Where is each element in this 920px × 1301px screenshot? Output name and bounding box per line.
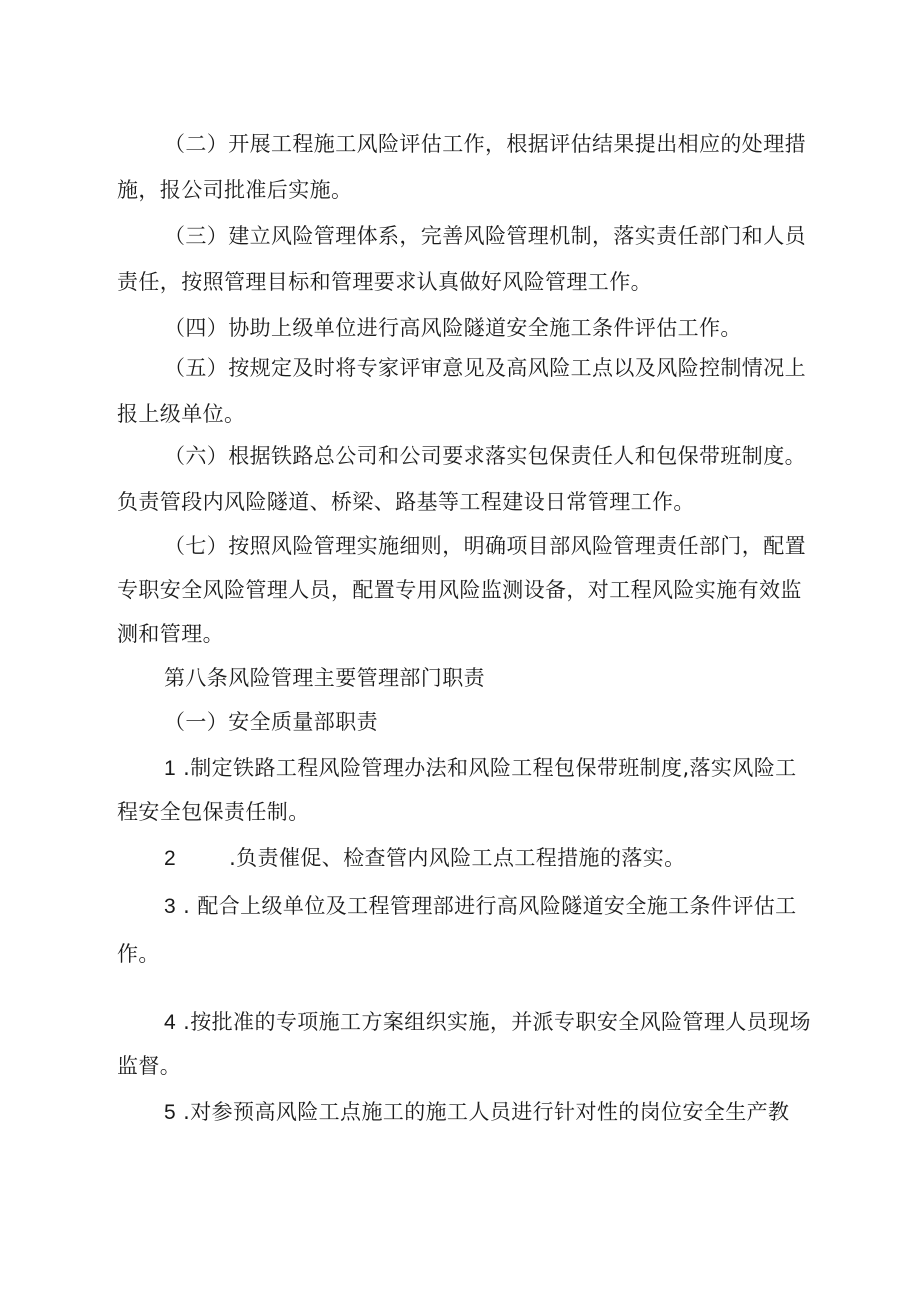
item-2-number: 2 bbox=[164, 847, 177, 870]
item-4-number: 4 bbox=[164, 1011, 177, 1034]
item-4-line-2: 监督。 bbox=[117, 1054, 182, 1078]
item-4-line-1 bbox=[164, 1012, 811, 1033]
paragraph-7-line-1: （七）按照风险管理实施细则，明确项目部风险管理责任部门，配置 bbox=[164, 534, 806, 558]
paragraph-3-line-2: 责任，按照管理目标和管理要求认真做好风险管理工作。 bbox=[117, 270, 652, 294]
paragraph-6-line-2: 负责管段内风险隧道、桥梁、路基等工程建设日常管理工作。 bbox=[117, 490, 695, 514]
section-1-heading: （一）安全质量部职责 bbox=[164, 710, 378, 734]
article-8-heading: 第八条风险管理主要管理部门职责 bbox=[164, 666, 485, 690]
item-3-text: . 配合上级单位及工程管理部进行高风险隧道安全施工条件评估工 bbox=[183, 894, 797, 918]
item-5-number: 5 bbox=[164, 1101, 177, 1124]
item-2-line-1 bbox=[164, 848, 686, 869]
item-2-text: .负责催促、检查管内风险工点工程措施的落实。 bbox=[229, 846, 686, 870]
item-3-line-2: 作。 bbox=[117, 942, 160, 966]
paragraph-4-line-1: （四）协助上级单位进行高风险隧道安全施工条件评估工作。 bbox=[164, 316, 742, 340]
item-3-line-1 bbox=[164, 896, 797, 917]
item-1-text: .制定铁路工程风险管理办法和风险工程包保带班制度,落实风险工 bbox=[183, 756, 797, 780]
paragraph-6-line-1: （六）根据铁路总公司和公司要求落实包保责任人和包保带班制度。 bbox=[164, 444, 806, 468]
item-3-number: 3 bbox=[164, 895, 177, 918]
item-1-line-1 bbox=[164, 758, 797, 779]
item-5-line-1 bbox=[164, 1102, 789, 1123]
item-1-line-2: 程安全包保责任制。 bbox=[117, 800, 310, 824]
paragraph-5-line-2: 报上级单位。 bbox=[117, 402, 246, 426]
paragraph-2-line-1: （二）开展工程施工风险评估工作，根据评估结果提出相应的处理措 bbox=[164, 132, 806, 156]
item-4-text: .按批准的专项施工方案组织实施，并派专职安全风险管理人员现场 bbox=[183, 1010, 811, 1034]
paragraph-7-line-2: 专职安全风险管理人员，配置专用风险监测设备，对工程风险实施有效监 bbox=[117, 578, 802, 602]
paragraph-5-line-1: （五）按规定及时将专家评审意见及高风险工点以及风险控制情况上 bbox=[164, 356, 806, 380]
paragraph-7-line-3: 测和管理。 bbox=[117, 622, 224, 646]
item-5-text: .对参预高风险工点施工的施工人员进行针对性的岗位安全生产教 bbox=[183, 1100, 790, 1124]
item-1-number: 1 bbox=[164, 757, 177, 780]
paragraph-3-line-1: （三）建立风险管理体系，完善风险管理机制，落实责任部门和人员 bbox=[164, 224, 806, 248]
paragraph-2-line-2: 施，报公司批准后实施。 bbox=[117, 178, 353, 202]
